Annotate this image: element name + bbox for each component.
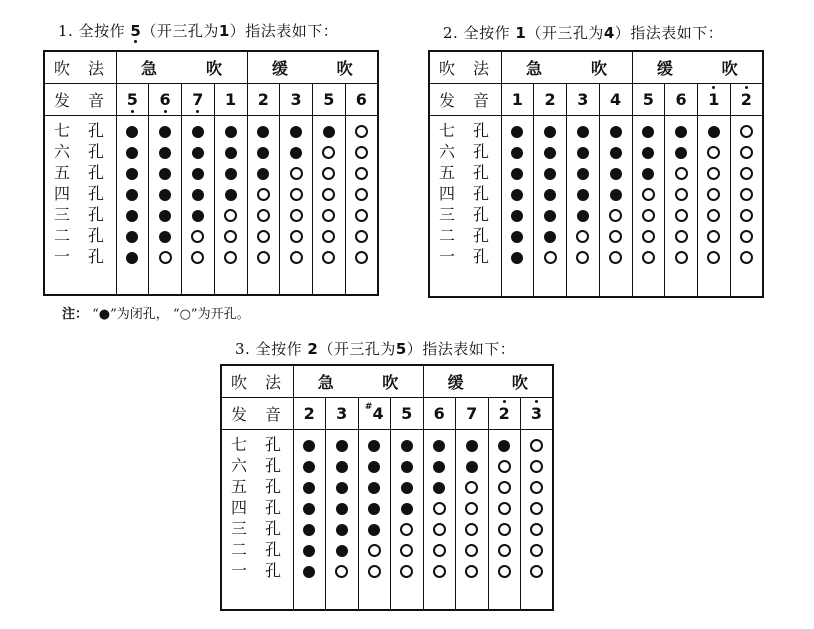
open-hole-icon <box>675 167 688 180</box>
pitch-note-cell: 6 <box>665 84 698 116</box>
pitch-note-cell: 2 <box>293 398 326 430</box>
open-hole-icon <box>224 230 237 243</box>
closed-hole-icon <box>336 482 348 494</box>
closed-hole-icon <box>642 147 654 159</box>
open-hole-icon <box>400 565 413 578</box>
closed-hole-icon <box>126 168 138 180</box>
fingering-column <box>423 430 456 611</box>
open-hole-icon <box>290 251 303 264</box>
closed-hole-icon <box>159 189 171 201</box>
title-key-note: 5 <box>130 22 141 40</box>
pitch-note-cell: 5 <box>632 84 665 116</box>
open-hole-icon <box>465 544 478 557</box>
hole-label: 二 孔 <box>439 226 490 245</box>
closed-hole-icon <box>368 503 380 515</box>
open-hole-icon <box>498 460 511 473</box>
open-hole-icon <box>642 230 655 243</box>
open-hole-icon <box>355 188 368 201</box>
slow-blow-group-header: 缓 吹 <box>423 365 553 398</box>
table-2-title <box>443 22 723 43</box>
pitch-note-cell: 3 <box>567 84 600 116</box>
open-hole-icon <box>400 544 413 557</box>
title-suffix: ）指法表如下： <box>614 24 724 42</box>
hole-label: 五 孔 <box>231 477 282 496</box>
open-hole-icon <box>290 209 303 222</box>
open-hole-icon <box>530 502 543 515</box>
technique-label: 吹 法 <box>221 365 293 398</box>
closed-hole-icon <box>225 147 237 159</box>
fingering-column <box>599 116 632 298</box>
fingering-column <box>293 430 326 611</box>
octave-dot-above-icon <box>503 400 506 403</box>
table-1-title <box>58 20 338 41</box>
title-suffix: ）指法表如下： <box>406 340 516 358</box>
closed-hole-icon <box>511 147 523 159</box>
closed-hole-icon <box>336 545 348 557</box>
closed-hole-icon <box>610 147 622 159</box>
title-key-note: 2 <box>307 340 319 358</box>
fingering-column <box>391 430 424 611</box>
fingering-column <box>456 430 489 611</box>
open-hole-icon <box>368 544 381 557</box>
technique-header-row <box>221 365 553 398</box>
open-hole-icon <box>707 167 720 180</box>
closed-hole-icon <box>126 147 138 159</box>
pitch-note-cell: 2 <box>534 84 567 116</box>
closed-hole-icon <box>401 503 413 515</box>
open-hole-icon <box>191 230 204 243</box>
pitch-note-cell: 1 <box>698 84 731 116</box>
closed-hole-icon <box>257 126 269 138</box>
closed-hole-icon <box>290 126 302 138</box>
sharp-icon: # <box>364 402 373 412</box>
open-hole-icon <box>335 565 348 578</box>
fingering-column <box>358 430 391 611</box>
holes-body-row <box>221 430 553 611</box>
open-hole-icon <box>224 251 237 264</box>
open-hole-icon <box>530 565 543 578</box>
open-hole-icon <box>498 523 511 536</box>
closed-hole-icon <box>323 126 335 138</box>
open-hole-icon <box>609 209 622 222</box>
fingering-column <box>665 116 698 298</box>
open-hole-icon <box>530 544 543 557</box>
closed-hole-icon <box>336 503 348 515</box>
hole-label: 六 孔 <box>54 142 105 161</box>
pitch-header-row <box>221 398 553 430</box>
closed-hole-icon <box>225 189 237 201</box>
fingering-column <box>730 116 763 298</box>
hole-label: 四 孔 <box>54 184 105 203</box>
open-hole-icon <box>257 209 270 222</box>
closed-hole-icon <box>433 440 445 452</box>
closed-hole-icon <box>368 461 380 473</box>
title-middle: （开三孔为 <box>318 340 396 358</box>
pitch-note-cell: 6 <box>149 84 182 116</box>
closed-hole-icon <box>466 461 478 473</box>
open-hole-icon <box>609 251 622 264</box>
pitch-note-cell: 6 <box>423 398 456 430</box>
octave-dot-below-icon <box>131 110 134 113</box>
hole-label: 一 孔 <box>54 247 105 266</box>
open-hole-icon <box>355 230 368 243</box>
closed-hole-icon <box>336 461 348 473</box>
closed-hole-icon <box>192 210 204 222</box>
octave-dot-below-icon <box>196 110 199 113</box>
open-hole-icon <box>290 167 303 180</box>
fingering-column <box>501 116 534 298</box>
closed-hole-icon <box>610 168 622 180</box>
closed-hole-icon <box>303 545 315 557</box>
open-hole-icon <box>257 251 270 264</box>
open-hole-icon <box>257 230 270 243</box>
closed-hole-icon <box>336 440 348 452</box>
closed-hole-icon <box>511 189 523 201</box>
technique-label: 吹 法 <box>429 51 501 84</box>
fast-blow-group-header: 急 吹 <box>501 51 632 84</box>
pitch-note-cell: 7 <box>182 84 215 116</box>
closed-hole-icon <box>498 440 510 452</box>
open-hole-icon <box>544 251 557 264</box>
title-prefix: 全按作 <box>78 22 126 40</box>
open-hole-icon <box>322 251 335 264</box>
hole-labels <box>44 116 116 296</box>
fingering-column <box>313 116 346 296</box>
open-hole-icon <box>322 167 335 180</box>
fingering-column <box>698 116 731 298</box>
open-hole-icon <box>224 209 237 222</box>
title-number: 3. <box>235 340 251 358</box>
closed-hole-icon <box>257 168 269 180</box>
closed-hole-icon <box>303 482 315 494</box>
open-hole-icon <box>530 523 543 536</box>
open-hole-icon <box>290 230 303 243</box>
open-hole-icon <box>707 251 720 264</box>
fast-blow-group-header: 急 吹 <box>116 51 247 84</box>
hole-label: 五 孔 <box>439 163 490 182</box>
pitch-note-cell: #4 <box>358 398 391 430</box>
title-suffix: ）指法表如下： <box>229 22 339 40</box>
legend-note <box>62 303 250 322</box>
hole-label: 七 孔 <box>439 121 490 140</box>
closed-hole-icon <box>303 440 315 452</box>
octave-dot-above-icon <box>535 400 538 403</box>
closed-hole-icon <box>544 231 556 243</box>
hole-label: 三 孔 <box>439 205 490 224</box>
open-hole-icon <box>322 188 335 201</box>
open-hole-icon <box>290 188 303 201</box>
closed-hole-icon <box>511 210 523 222</box>
fingering-column <box>521 430 554 611</box>
open-hole-icon <box>322 230 335 243</box>
fingering-column <box>214 116 247 296</box>
hole-label: 七 孔 <box>231 435 282 454</box>
closed-hole-icon <box>225 126 237 138</box>
open-hole-icon <box>465 502 478 515</box>
open-hole-icon <box>675 230 688 243</box>
closed-hole-icon <box>642 168 654 180</box>
closed-hole-icon <box>303 461 315 473</box>
hole-labels <box>221 430 293 611</box>
table-3-title <box>235 338 515 359</box>
hole-label: 二 孔 <box>231 540 282 559</box>
open-hole-icon <box>707 209 720 222</box>
fingering-table-3 <box>220 364 554 611</box>
open-hole-icon <box>498 481 511 494</box>
pitch-header-row <box>429 84 763 116</box>
open-hole-icon <box>498 502 511 515</box>
open-hole-icon <box>675 188 688 201</box>
closed-hole-icon <box>544 210 556 222</box>
open-hole-icon <box>740 167 753 180</box>
pitch-note-cell: 3 <box>326 398 359 430</box>
fast-blow-group-header: 急 吹 <box>293 365 423 398</box>
pitch-note-cell: 5 <box>391 398 424 430</box>
open-hole-icon <box>498 544 511 557</box>
open-hole-icon <box>675 251 688 264</box>
pitch-note-cell: 5 <box>116 84 149 116</box>
closed-hole-icon <box>368 524 380 536</box>
dot-below-icon <box>134 40 137 43</box>
hole-label: 六 孔 <box>231 456 282 475</box>
closed-hole-icon <box>303 524 315 536</box>
closed-hole-icon <box>192 189 204 201</box>
open-hole-icon <box>740 188 753 201</box>
title-prefix: 全按作 <box>463 24 511 42</box>
closed-hole-icon <box>257 147 269 159</box>
open-hole-icon <box>465 565 478 578</box>
closed-hole-icon <box>675 126 687 138</box>
closed-hole-icon <box>126 210 138 222</box>
title-middle: （开三孔为 <box>526 24 604 42</box>
pitch-note-cell: 6 <box>345 84 378 116</box>
fingering-table-2 <box>428 50 764 298</box>
hole-labels <box>429 116 501 298</box>
fingering-column <box>488 430 521 611</box>
open-hole-icon <box>355 125 368 138</box>
fingering-column <box>280 116 313 296</box>
open-hole-icon <box>740 230 753 243</box>
open-hole-icon <box>368 565 381 578</box>
closed-hole-icon <box>126 252 138 264</box>
pitch-label: 发 音 <box>221 398 293 430</box>
hole-label: 四 孔 <box>439 184 490 203</box>
open-hole-icon <box>433 565 446 578</box>
open-hole-icon <box>465 523 478 536</box>
pitch-note-cell: 5 <box>313 84 346 116</box>
closed-hole-icon <box>577 126 589 138</box>
title-middle: （开三孔为 <box>141 22 219 40</box>
closed-hole-icon <box>159 210 171 222</box>
closed-hole-icon <box>610 189 622 201</box>
closed-hole-icon <box>159 168 171 180</box>
closed-hole-icon <box>368 482 380 494</box>
closed-hole-icon <box>511 252 523 264</box>
closed-hole-icon <box>675 147 687 159</box>
open-hole-icon <box>530 481 543 494</box>
hole-label: 一 孔 <box>439 247 490 266</box>
open-hole-icon <box>642 209 655 222</box>
open-hole-legend: “○”为开孔。 <box>172 307 250 322</box>
open-hole-icon <box>322 146 335 159</box>
pitch-note-cell: 1 <box>501 84 534 116</box>
closed-hole-icon <box>290 147 302 159</box>
open-hole-icon <box>530 460 543 473</box>
open-hole-icon <box>609 230 622 243</box>
pitch-note-cell: 2 <box>488 398 521 430</box>
closed-hole-icon <box>544 189 556 201</box>
holes-body-row <box>44 116 378 296</box>
closed-hole-icon <box>303 566 315 578</box>
hole-label: 三 孔 <box>54 205 105 224</box>
closed-hole-icon <box>577 147 589 159</box>
slow-blow-group-header: 缓 吹 <box>247 51 378 84</box>
octave-dot-above-icon <box>712 86 715 89</box>
fingering-table-1 <box>43 50 379 296</box>
fingering-column <box>116 116 149 296</box>
open-hole-icon <box>675 209 688 222</box>
open-hole-icon <box>576 230 589 243</box>
title-third-hole-note: 5 <box>395 340 407 358</box>
octave-dot-below-icon <box>164 110 167 113</box>
closed-hole-icon <box>610 126 622 138</box>
title-key-note: 1 <box>515 24 527 42</box>
fingering-column <box>534 116 567 298</box>
note-prefix: 注： <box>62 307 89 322</box>
closed-hole-icon <box>192 126 204 138</box>
open-hole-icon <box>740 146 753 159</box>
title-third-hole-note: 1 <box>218 22 230 40</box>
hole-label: 二 孔 <box>54 226 105 245</box>
open-hole-icon <box>433 523 446 536</box>
open-hole-icon <box>642 251 655 264</box>
closed-hole-icon <box>544 147 556 159</box>
closed-hole-icon <box>192 147 204 159</box>
open-hole-icon <box>433 544 446 557</box>
closed-hole-icon <box>466 440 478 452</box>
pitch-note-cell: 1 <box>214 84 247 116</box>
pitch-note-cell: 3 <box>280 84 313 116</box>
closed-hole-icon <box>708 126 720 138</box>
closed-hole-icon <box>126 189 138 201</box>
pitch-label: 发 音 <box>44 84 116 116</box>
open-hole-icon <box>740 251 753 264</box>
closed-hole-icon <box>225 168 237 180</box>
open-hole-icon <box>530 439 543 452</box>
closed-hole-icon <box>159 147 171 159</box>
closed-hole-icon <box>511 231 523 243</box>
hole-label: 六 孔 <box>439 142 490 161</box>
hole-label: 一 孔 <box>231 561 282 580</box>
open-hole-icon <box>355 146 368 159</box>
closed-hole-icon <box>303 503 315 515</box>
pitch-label: 发 音 <box>429 84 501 116</box>
fingering-column <box>345 116 378 296</box>
closed-hole-icon <box>544 126 556 138</box>
title-third-hole-note: 4 <box>603 24 615 42</box>
fingering-column <box>182 116 215 296</box>
fingering-column <box>247 116 280 296</box>
hole-label: 五 孔 <box>54 163 105 182</box>
open-hole-icon <box>355 209 368 222</box>
closed-hole-icon <box>401 440 413 452</box>
closed-hole-icon <box>192 168 204 180</box>
fingering-column <box>326 430 359 611</box>
slow-blow-group-header: 缓 吹 <box>632 51 763 84</box>
closed-hole-icon <box>577 189 589 201</box>
pitch-note-cell: 7 <box>456 398 489 430</box>
fingering-column <box>632 116 665 298</box>
pitch-note-cell: 4 <box>599 84 632 116</box>
open-hole-icon <box>707 230 720 243</box>
octave-dot-above-icon <box>745 86 748 89</box>
closed-hole-icon <box>126 126 138 138</box>
pitch-note-cell: 3 <box>521 398 554 430</box>
closed-hole-icon <box>544 168 556 180</box>
hole-label: 七 孔 <box>54 121 105 140</box>
technique-label: 吹 法 <box>44 51 116 84</box>
closed-hole-icon <box>401 482 413 494</box>
open-hole-icon <box>322 209 335 222</box>
open-hole-icon <box>159 251 172 264</box>
technique-header-row <box>44 51 378 84</box>
hole-label: 三 孔 <box>231 519 282 538</box>
pitch-note-cell: 2 <box>730 84 763 116</box>
open-hole-icon <box>576 251 589 264</box>
pitch-header-row <box>44 84 378 116</box>
closed-hole-icon <box>368 440 380 452</box>
holes-body-row <box>429 116 763 298</box>
open-hole-icon <box>400 523 413 536</box>
title-number: 1. <box>58 22 74 40</box>
open-hole-icon <box>465 481 478 494</box>
open-hole-icon <box>257 188 270 201</box>
closed-hole-icon <box>511 126 523 138</box>
open-hole-icon <box>498 565 511 578</box>
closed-hole-icon <box>336 524 348 536</box>
open-hole-icon <box>707 188 720 201</box>
open-hole-icon <box>433 502 446 515</box>
closed-hole-legend: “●”为闭孔， <box>92 307 169 322</box>
pitch-note-cell: 2 <box>247 84 280 116</box>
closed-hole-icon <box>577 210 589 222</box>
title-prefix: 全按作 <box>255 340 303 358</box>
closed-hole-icon <box>433 461 445 473</box>
hole-label: 四 孔 <box>231 498 282 517</box>
closed-hole-icon <box>577 168 589 180</box>
closed-hole-icon <box>126 231 138 243</box>
open-hole-icon <box>355 251 368 264</box>
open-hole-icon <box>191 251 204 264</box>
closed-hole-icon <box>433 482 445 494</box>
closed-hole-icon <box>159 231 171 243</box>
technique-header-row <box>429 51 763 84</box>
open-hole-icon <box>355 167 368 180</box>
closed-hole-icon <box>401 461 413 473</box>
title-number: 2. <box>443 24 459 42</box>
open-hole-icon <box>642 188 655 201</box>
closed-hole-icon <box>159 126 171 138</box>
open-hole-icon <box>740 209 753 222</box>
closed-hole-icon <box>642 126 654 138</box>
open-hole-icon <box>740 125 753 138</box>
fingering-column <box>567 116 600 298</box>
closed-hole-icon <box>511 168 523 180</box>
open-hole-icon <box>707 146 720 159</box>
fingering-column <box>149 116 182 296</box>
